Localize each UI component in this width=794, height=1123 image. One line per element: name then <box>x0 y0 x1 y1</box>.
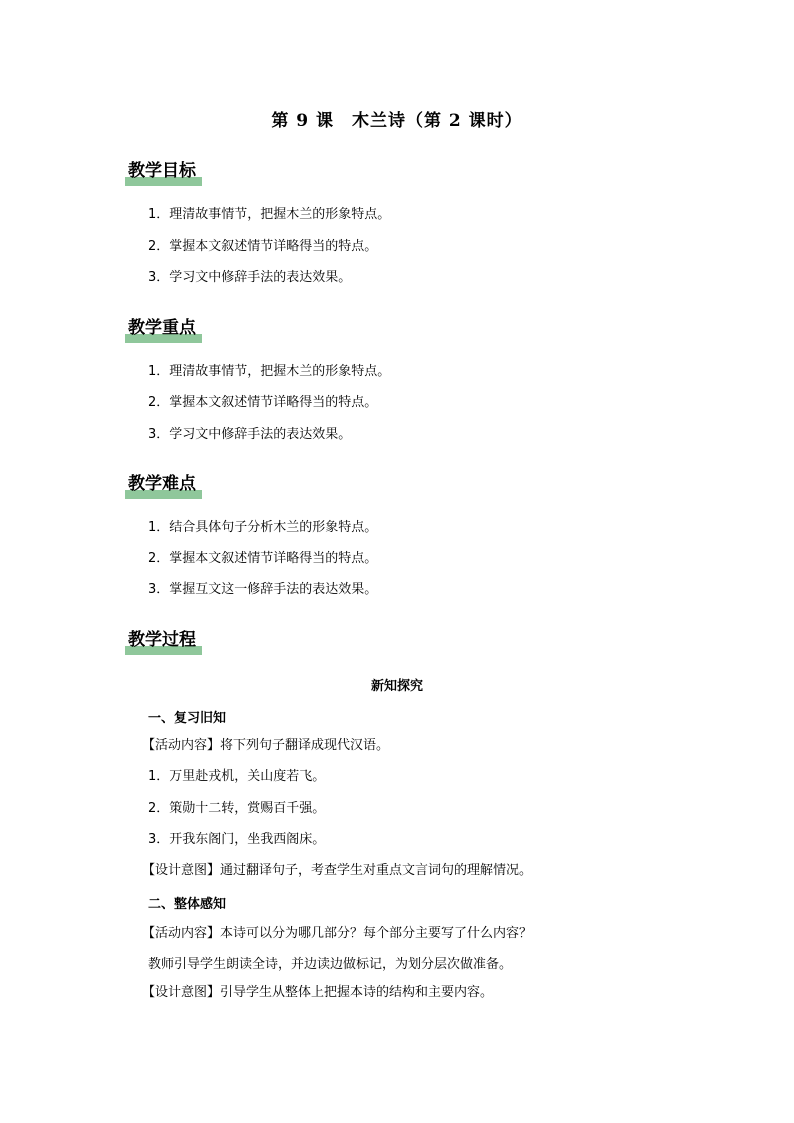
section-heading-process <box>128 629 196 655</box>
goal-item: 2．掌握本文叙述情节详略得当的特点。 <box>148 239 378 254</box>
keypoint-item: 1．理清故事情节，把握木兰的形象特点。 <box>148 364 391 379</box>
goal-item: 3．学习文中修辞手法的表达效果。 <box>148 270 352 285</box>
part1-item: 1．万里赴戎机，关山度若飞。 <box>148 769 326 784</box>
part2-activity: 【活动内容】本诗可以分为哪几部分？每个部分主要写了什么内容？ <box>142 926 533 941</box>
difficulty-item: 1．结合具体句子分析木兰的形象特点。 <box>148 520 378 535</box>
part1-design: 【设计意图】通过翻译句子，考查学生对重点文言词句的理解情况。 <box>142 863 533 878</box>
difficulty-item: 3．掌握互文这一修辞手法的表达效果。 <box>148 582 378 597</box>
section-heading-text: 教学过程 <box>128 630 196 650</box>
section-heading-goals <box>128 160 196 186</box>
part2-title: 二、整体感知 <box>148 897 227 912</box>
part2-design: 【设计意图】引导学生从整体上把握本诗的结构和主要内容。 <box>142 985 494 1000</box>
part1-title: 一、复习旧知 <box>148 711 227 726</box>
part1-item: 2．策勋十二转，赏赐百千强。 <box>148 801 326 816</box>
difficulty-item: 2．掌握本文叙述情节详略得当的特点。 <box>148 551 378 566</box>
part1-item: 3．开我东阁门，坐我西阁床。 <box>148 832 326 847</box>
section-heading-text: 教学难点 <box>128 474 196 494</box>
lesson-title: 第 9 课 木兰诗（第 2 课时） <box>271 111 523 131</box>
section-heading-text: 教学重点 <box>128 318 196 338</box>
section-heading-keypoints <box>128 317 196 343</box>
section-heading-difficulties <box>128 473 196 499</box>
keypoint-item: 2．掌握本文叙述情节详略得当的特点。 <box>148 395 378 410</box>
process-subtitle: 新知探究 <box>370 679 423 694</box>
goal-item: 1．理清故事情节，把握木兰的形象特点。 <box>148 207 391 222</box>
part2-guide: 教师引导学生朗读全诗，并边读边做标记，为划分层次做准备。 <box>148 957 513 972</box>
part1-activity: 【活动内容】将下列句子翻译成现代汉语。 <box>142 738 390 753</box>
keypoint-item: 3．学习文中修辞手法的表达效果。 <box>148 427 352 442</box>
section-heading-text: 教学目标 <box>128 161 196 181</box>
